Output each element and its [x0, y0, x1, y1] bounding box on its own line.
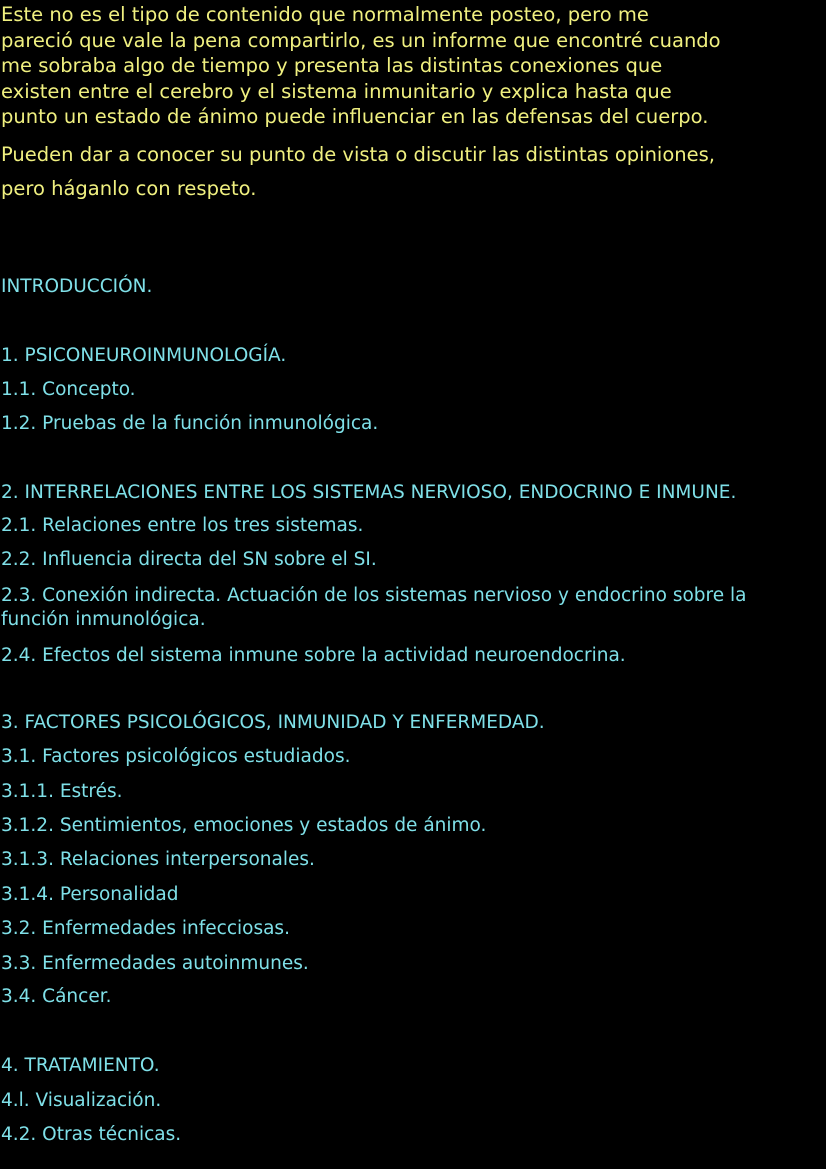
intro-paragraph: Este no es el tipo de contenido que normalmente posteo, pero me pareció que vale la pena compartirlo, es un informe que encontré cuando me sobraba algo de tiempo y presenta las distintas conexiones que existen entre el cerebro y el sistema inmunitario y explica hasta que punto un estado de ánimo puede influenciar en las defensas del cuerpo. — [1, 3, 721, 128]
toc-section-3: 3. FACTORES PSICOLÓGICOS, INMUNIDAD Y ENFERMEDAD. — [1, 712, 545, 733]
toc-section-2: 2. INTERRELACIONES ENTRE LOS SISTEMAS NERVIOSO, ENDOCRINO E INMUNE. — [1, 482, 737, 503]
toc-section-1: 1. PSICONEUROINMUNOLOGÍA. — [1, 345, 287, 366]
toc-section-4: 4. TRATAMIENTO. — [1, 1055, 160, 1076]
toc-item-2-3: 2.3. Conexión indirecta. Actuación de los sistemas nervioso y endocrino sobre la función inmunológica. — [1, 585, 747, 630]
toc-item-4-2: 4.2. Otras técnicas. — [1, 1124, 182, 1145]
intro-note: Pueden dar a conocer su punto de vista o discutir las distintas opiniones, pero háganlo con respeto. — [1, 142, 715, 200]
toc-item-3-1-2: 3.1.2. Sentimientos, emociones y estados de ánimo. — [1, 815, 487, 836]
intro-text — [1, 2, 825, 206]
toc-item-3-1: 3.1. Factores psicológicos estudiados. — [1, 746, 351, 767]
toc-item-3-4: 3.4. Cáncer. — [1, 986, 112, 1007]
toc-item-2-4: 2.4. Efectos del sistema inmune sobre la actividad neuroendocrina. — [1, 645, 626, 666]
toc-item-3-1-3: 3.1.3. Relaciones interpersonales. — [1, 849, 315, 870]
toc-item-2-2: 2.2. Influencia directa del SN sobre el SI. — [1, 549, 377, 570]
toc-item-3-2: 3.2. Enfermedades infecciosas. — [1, 918, 290, 939]
toc-item-1-2: 1.2. Pruebas de la función inmunológica. — [1, 413, 379, 434]
toc-item-3-3: 3.3. Enfermedades autoinmunes. — [1, 953, 309, 974]
toc-item-2-1: 2.1. Relaciones entre los tres sistemas. — [1, 515, 364, 536]
toc-item-1-1: 1.1. Concepto. — [1, 379, 136, 400]
toc-item-4-1: 4.l. Visualización. — [1, 1090, 162, 1111]
toc-item-3-1-1: 3.1.1. Estrés. — [1, 781, 123, 802]
toc-item-3-1-4: 3.1.4. Personalidad — [1, 884, 179, 905]
toc-heading-introduccion: INTRODUCCIÓN. — [1, 276, 153, 297]
